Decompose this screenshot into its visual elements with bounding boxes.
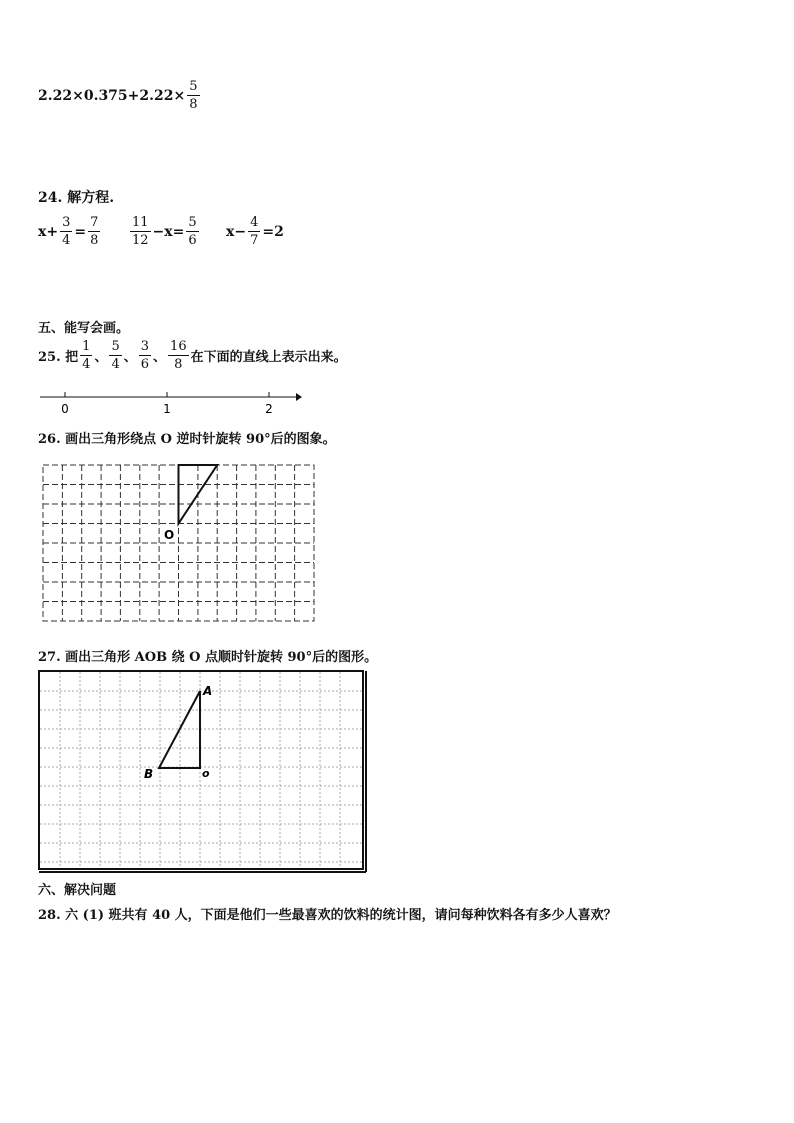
separator: 、 bbox=[153, 350, 167, 365]
numerator: 7 bbox=[90, 215, 99, 230]
denominator: 7 bbox=[250, 233, 259, 248]
fraction bbox=[130, 216, 151, 247]
numerator: 5 bbox=[188, 215, 197, 230]
point-b-label: B bbox=[144, 767, 154, 781]
grid-27 bbox=[36, 668, 370, 876]
eq3-part-a: x− bbox=[226, 223, 247, 240]
fraction bbox=[248, 216, 260, 247]
numerator: 11 bbox=[132, 215, 149, 230]
question-26-text: 26. 画出三角形绕点 O 逆时针旋转 90°后的图象。 bbox=[38, 432, 336, 447]
separator: 、 bbox=[123, 350, 137, 365]
point-o-label: O bbox=[164, 528, 175, 542]
question-27-text: 27. 画出三角形 AOB 绕 O 点顺时针旋转 90°后的图形。 bbox=[38, 650, 378, 665]
denominator: 6 bbox=[140, 357, 150, 372]
numerator: 3 bbox=[62, 215, 71, 230]
numerator: 5 bbox=[111, 339, 120, 354]
expression-23 bbox=[38, 80, 202, 111]
eq1-part-a: x+ bbox=[38, 223, 59, 240]
expression-23-prefix: 2.22×0.375+2.22× bbox=[38, 87, 186, 104]
tick-label: 2 bbox=[265, 402, 273, 416]
question-28-text: 28. 六 (1) 班共有 40 人，下面是他们一些最喜欢的饮料的统计图，请问每种饮料各有多少人喜欢？ bbox=[38, 908, 617, 923]
q25-suffix: 在下面的直线上表示出来。 bbox=[190, 350, 347, 365]
denominator: 4 bbox=[111, 357, 120, 372]
numerator: 1 bbox=[82, 339, 91, 354]
denominator: 8 bbox=[90, 233, 99, 248]
eq3-part-b: =2 bbox=[262, 223, 284, 240]
point-a-label: A bbox=[203, 684, 213, 698]
tick-label: 1 bbox=[163, 402, 171, 416]
numerator: 3 bbox=[140, 339, 150, 354]
tick-label: 0 bbox=[61, 402, 69, 416]
denominator: 8 bbox=[189, 97, 198, 112]
denominator: 4 bbox=[82, 357, 91, 372]
fraction bbox=[109, 340, 121, 371]
fraction bbox=[168, 340, 189, 371]
grid-26 bbox=[38, 460, 318, 624]
question-25-text bbox=[38, 340, 347, 371]
section-6-title: 六、解决问题 bbox=[38, 883, 117, 898]
section-5-title: 五、能写会画。 bbox=[38, 321, 130, 336]
fraction bbox=[186, 216, 198, 247]
question-24-title: 24. 解方程. bbox=[38, 190, 115, 206]
equation-2 bbox=[128, 216, 201, 247]
fraction bbox=[187, 80, 199, 111]
equation-1 bbox=[38, 216, 102, 247]
separator: 、 bbox=[94, 350, 108, 365]
numerator: 4 bbox=[250, 215, 259, 230]
numerator: 16 bbox=[170, 339, 187, 354]
fraction bbox=[139, 340, 151, 371]
denominator: 12 bbox=[132, 233, 149, 248]
denominator: 8 bbox=[174, 357, 183, 372]
number-line bbox=[38, 388, 302, 420]
numerator: 5 bbox=[189, 79, 198, 94]
eq2-part-a: −x= bbox=[152, 223, 185, 240]
denominator: 4 bbox=[62, 233, 71, 248]
q25-prefix: 25. 把 bbox=[38, 350, 79, 365]
eq1-part-b: = bbox=[74, 223, 87, 240]
denominator: 6 bbox=[188, 233, 197, 248]
fraction bbox=[88, 216, 100, 247]
fraction bbox=[80, 340, 92, 371]
point-o-label: o bbox=[202, 767, 210, 780]
equation-3 bbox=[226, 216, 284, 247]
fraction bbox=[60, 216, 72, 247]
arrow-icon bbox=[296, 393, 302, 401]
